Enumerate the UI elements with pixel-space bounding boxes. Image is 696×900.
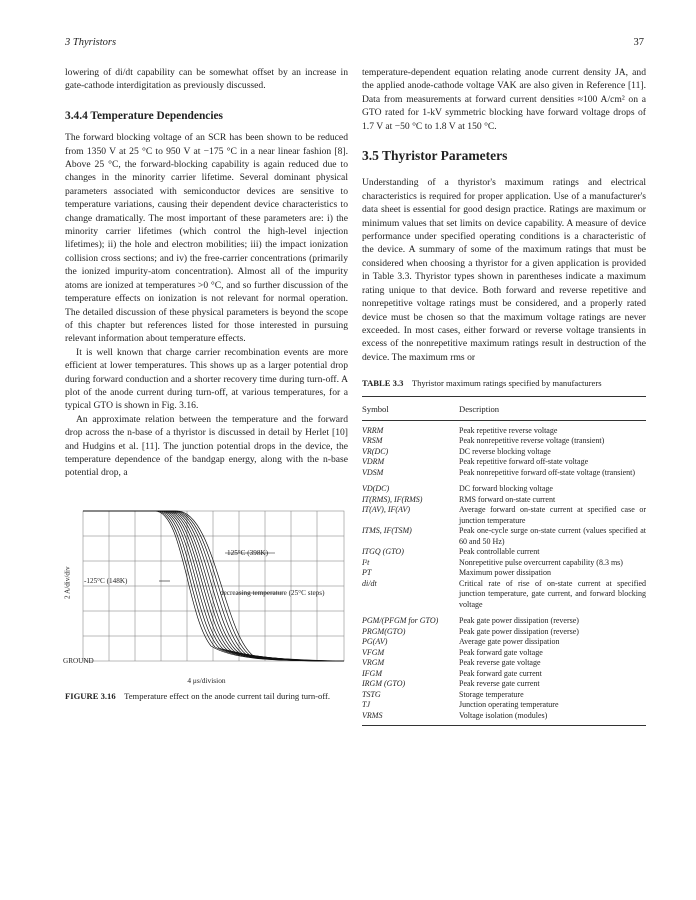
paragraph-temperature-2: It is well known that charge carrier recombination events are more efficient at lower temperatures. This shows up as a larger potential drop during forward conduction and a shorter recovery time during turn-off. A plot of the anode current during turn-off, at various temperatures, for a typical GTO is shown in Fig. 3.16. [65, 346, 348, 412]
table-cell-description: Peak reverse gate voltage [459, 658, 541, 668]
left-column [65, 66, 348, 703]
table-cell-description: Storage temperature [459, 689, 524, 699]
table-row [362, 690, 646, 701]
label-125c: 125°C (398K) [227, 548, 269, 557]
table-row [362, 505, 646, 526]
table-cell-symbol: ITMS, IF(TSM) [362, 526, 412, 536]
table-row [362, 711, 646, 722]
table-cell-symbol: VRGM [362, 658, 385, 668]
table-cell-symbol: VDSM [362, 467, 384, 477]
table-cell-description: Voltage isolation (modules) [459, 710, 548, 720]
table-cell-description: DC reverse blocking voltage [459, 446, 551, 456]
table-col-description: Description [459, 403, 500, 414]
table-row [362, 658, 646, 669]
table-cell-symbol: IFGM [362, 668, 382, 678]
paragraph-temperature-3: An approximate relation between the temperature and the forward drop across the n-base of a thyristor is discussed in detail by Herlet [10] and Hudgins et al. [11]. The junction potential drops in the device, the temperature dependence of the bandgap energy, along with the n-base potential drop, a [65, 413, 348, 479]
ground-label: GROUND [63, 656, 94, 665]
table-row [362, 457, 646, 468]
right-column [362, 66, 646, 726]
table-cell-symbol: VD(DC) [362, 484, 390, 494]
table-row [362, 568, 646, 579]
table-row [362, 637, 646, 648]
table-cell-symbol: IRGM (GTO) [362, 679, 406, 689]
table-cell-symbol: VRRM [362, 425, 384, 435]
table-row [362, 616, 646, 627]
table-row [362, 495, 646, 506]
label-minus-125c: -125°C (148K) [84, 576, 128, 585]
table-row [362, 669, 646, 680]
table-cell-description: Peak one-cycle surge on-state current (values specified at 60 and 50 Hz) [459, 526, 646, 546]
table-row [362, 679, 646, 690]
table-cell-symbol: PT [362, 568, 372, 578]
table-row [362, 627, 646, 638]
table-cell-description: RMS forward on-state current [459, 494, 556, 504]
table-cell-description: Peak nonrepetitive reverse voltage (transient) [459, 436, 605, 446]
table-cell-description: Peak reverse gate current [459, 679, 540, 689]
table-body [362, 421, 646, 727]
running-header-chapter: 3 Thyristors [65, 37, 117, 48]
table-cell-description: Peak controllable current [459, 547, 540, 557]
table-cell-description: Average forward on-state current at specified case or junction temperature [459, 505, 646, 525]
table-cell-description: Peak forward gate voltage [459, 647, 543, 657]
table-cell-symbol: I²t [362, 557, 370, 567]
paragraph-parameters: Understanding of a thyristor's maximum ratings and electrical characteristics is required for proper application. Use of a manufacturer's data sheet is essential for good design practice. Ratings are maximum or minimum values that set limits on device capability. A measure of device performance under specified operating conditions is a characteristic of the device. A summary of some of the maximum ratings that must be considered when choosing a thyristor for a given application is provided in Table 3.3. Thyristor types shown in parentheses indicate a maximum rating unique to that device. Both forward and reverse repetitive and nonrepetitive voltage ratings must be considered, and a properly rated device must be chosen so that the maximum voltage ratings are never exceeded. In most cases, either forward or reverse voltage transients in excess of the nonrepetitive maximum ratings result in destruction of the device. The maximum rms or [362, 177, 646, 363]
table-cell-description: DC forward blocking voltage [459, 484, 553, 494]
table-number: TABLE 3.3 [362, 378, 404, 389]
table-row [362, 436, 646, 447]
table-cell-description: Maximum power dissipation [459, 568, 551, 578]
table-cell-description: Peak repetitive forward off-state voltage [459, 457, 589, 467]
table-cell-symbol: di/dt [362, 578, 377, 588]
table-row [362, 648, 646, 659]
table-row [362, 547, 646, 558]
table-cell-symbol: IT(RMS), IF(RMS) [362, 494, 423, 504]
table-cell-symbol: VDRM [362, 457, 385, 467]
paragraph-continued: temperature-dependent equation relating anode current density JA, and the applied anode-cathode voltage VAK are also given in Reference [11]. Data from measurements at forward current densities ≈100 A/cm² on a GTO rated for 1-kV symmetric blocking have forward voltage drops of 1.7 V at −50 °C to 1.8 V at 150 °C. [362, 67, 646, 132]
table-row [362, 700, 646, 711]
table-row [362, 484, 646, 495]
section-heading-3-4-4: 3.4.4 Temperature Dependencies [65, 109, 223, 122]
table-cell-symbol: TSTG [362, 689, 381, 699]
table-row [362, 447, 646, 458]
x-axis-label: 4 μs/division [187, 675, 226, 685]
paragraph-intro: lowering of di/dt capability can be somewhat offset by an increase in gate-cathode interdigitation as previously discussed. [65, 67, 348, 92]
table-col-symbol: Symbol [362, 403, 389, 414]
section-heading-3-5: 3.5 Thyristor Parameters [362, 148, 508, 164]
table-cell-symbol: PG(AV) [362, 637, 388, 647]
figure-3-16 [65, 498, 348, 672]
table-cell-symbol: VRSM [362, 436, 383, 446]
table-row [362, 526, 646, 547]
table-cell-symbol: VFGM [362, 647, 385, 657]
table-cell-symbol: VRMS [362, 710, 383, 720]
table-cell-description: Peak forward gate current [459, 668, 542, 678]
figure-caption-number: FIGURE 3.16 [65, 691, 116, 702]
table-cell-symbol: PRGM(GTO) [362, 626, 406, 636]
table-cell-symbol: VR(DC) [362, 446, 389, 456]
label-decreasing-temp: decreasing temperature (25°C steps) [220, 588, 325, 597]
table-cell-description: Peak repetitive reverse voltage [459, 425, 558, 435]
table-cell-description: Peak gate power dissipation (reverse) [459, 616, 579, 626]
table-row [362, 558, 646, 569]
table-cell-description: Peak nonrepetitive forward off-state voltage (transient) [459, 467, 636, 477]
table-header-row [362, 397, 646, 421]
table-row [362, 426, 646, 437]
table-cell-symbol: TJ [362, 700, 370, 710]
table-cell-symbol: IT(AV), IF(AV) [362, 505, 411, 515]
page-number: 37 [633, 37, 644, 48]
table-3-3-title [362, 377, 646, 396]
table-cell-description: Critical rate of rise of on-state current at specified junction temperature, gate current, and forward blocking voltage [459, 578, 646, 609]
table-cell-description: Peak gate power dissipation (reverse) [459, 626, 579, 636]
paragraph-temperature-1: The forward blocking voltage of an SCR has been shown to be reduced from 1350 V at 25 °C to 950 V at −175 °C in a near linear fashion [8]. Above 25 °C, the forward-blocking capability is again reduced due to changes in the minority carrier lifetime. Several dominant physical parameters associated with semiconductor devices are sensitive to temperature variations, causing their dependent device characteristics to change dramatically. The most important of these parameters are: i) the minority carrier lifetimes (which control the high-level injection lifetimes); ii) the hole and electron mobilities; iii) the impact ionization collision cross sections; and iv) the free-carrier concentrations (primarily the ionized impurity-atom concentration). Almost all of the impurity atoms are ionized at temperatures >0 °C, and so further discussion of the temperature effects on ionization is not relevant for normal operation. The detailed discussion of these physical parameters is beyond the scope of this chapter but references listed for those interested in pursuing relevant information about temperature effects. [65, 132, 348, 345]
figure-caption-text: Temperature effect on the anode current tail during turn-off. [124, 691, 331, 702]
table-row [362, 579, 646, 611]
table-cell-description: Average gate power dissipation [459, 637, 560, 647]
table-cell-description: Nonrepetitive pulse overcurrent capability (8.3 ms) [459, 557, 623, 567]
figure-caption [65, 691, 348, 702]
table-cell-description: Junction operating temperature [459, 700, 559, 710]
table-cell-symbol: PGM/(PFGM for GTO) [362, 616, 439, 626]
table-cell-symbol: ITGQ (GTO) [362, 547, 404, 557]
table-title-text: Thyristor maximum ratings specified by manufacturers [411, 378, 602, 389]
y-axis-label: 2 A/div/div [63, 566, 72, 599]
table-row [362, 468, 646, 479]
